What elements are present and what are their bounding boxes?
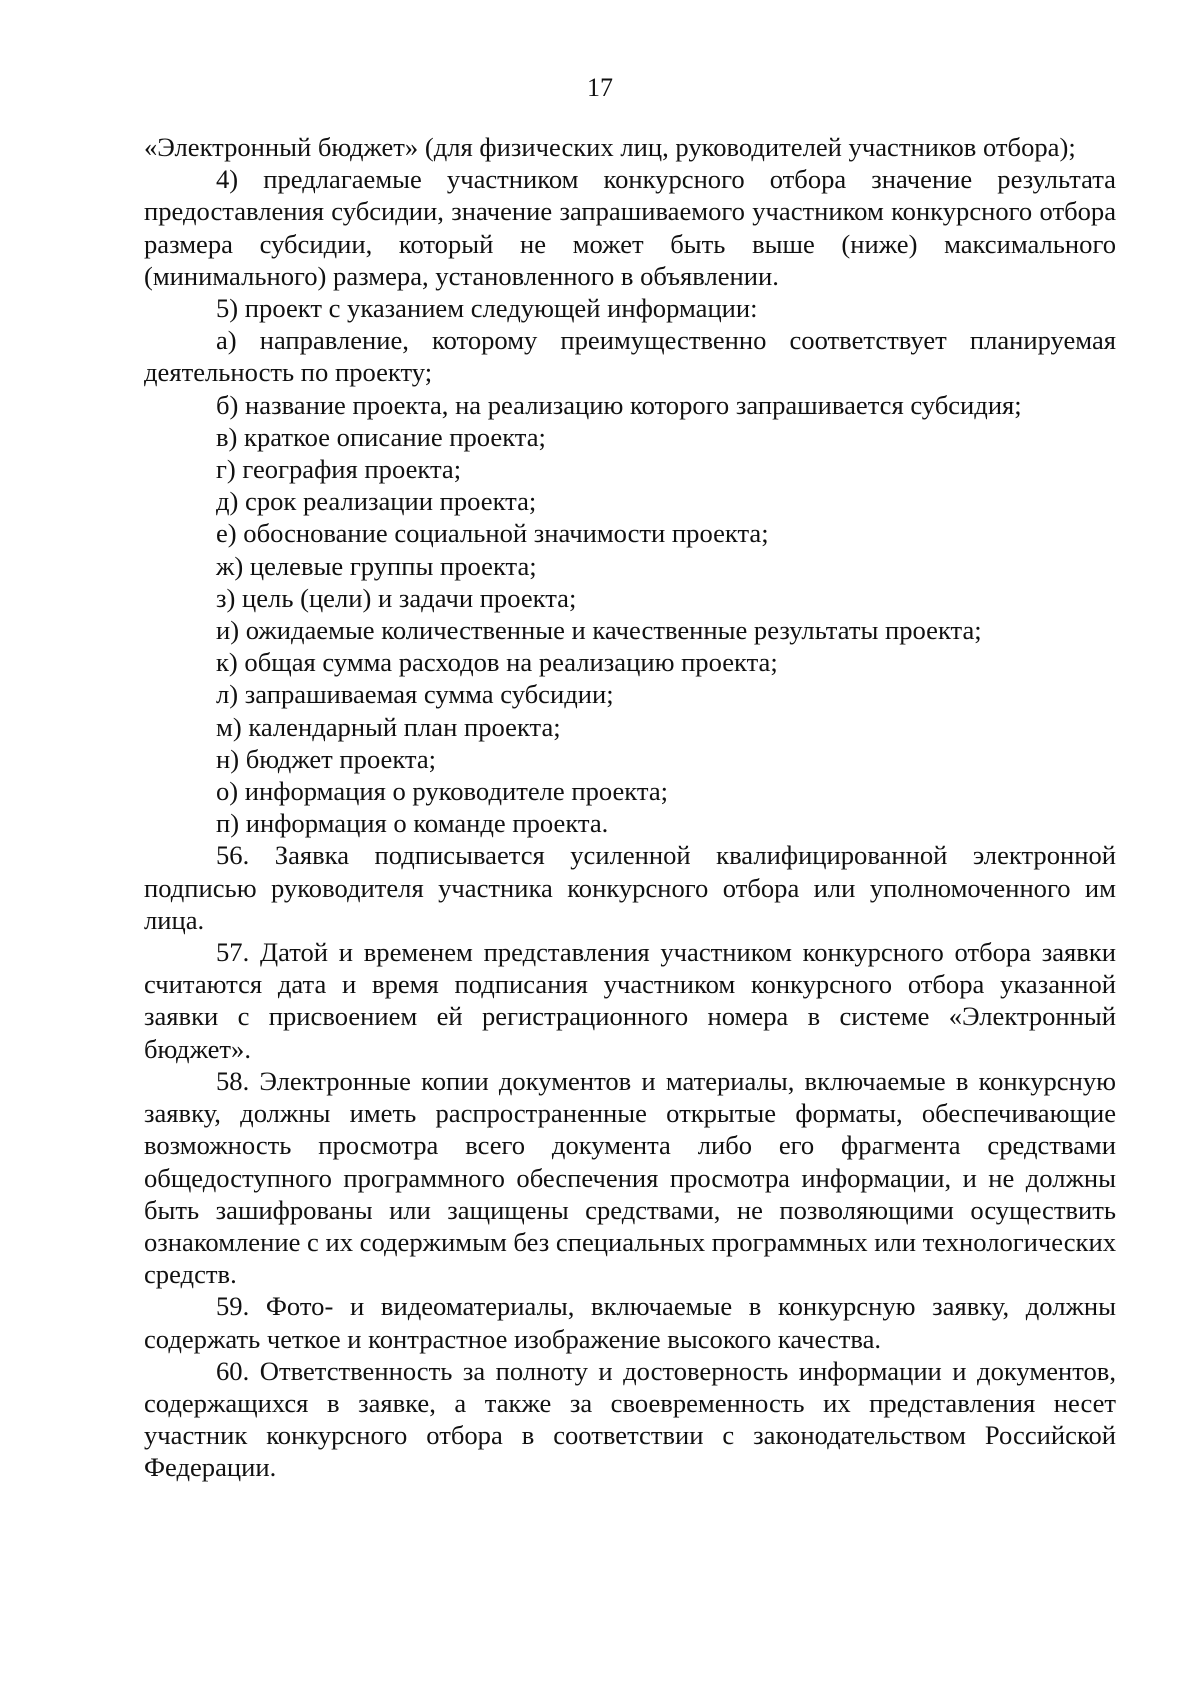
list-item-e: е) обоснование социальной значимости проекта; [216, 518, 769, 549]
list-item-d: д) срок реализации проекта; [216, 486, 537, 517]
paragraph-item-4: 4) предлагаемые участником конкурсного отбора значение результата предоставления субсидии, значение запрашиваемого участником конкурсного отбора размера субсидии, который не может быть выше (ниже) максимального (минимального) размера, установленного в объявлении. [144, 164, 1116, 291]
list-item-n: н) бюджет проекта; [216, 743, 437, 774]
list-item-o: о) информация о руководителе проекта; [216, 776, 669, 807]
list-item-m: м) календарный план проекта; [216, 711, 561, 742]
paragraph-60: 60. Ответственность за полноту и достоверность информации и документов, содержащихся в заявке, а также за своевременность их представления несет участник конкурсного отбора в соответствии с законодательством Российской Федерации. [144, 1355, 1116, 1483]
paragraph-budget-system: «Электронный бюджет» (для физических лиц, руководителей участников отбора); [144, 132, 1076, 162]
list-item-k: к) общая сумма расходов на реализацию проекта; [216, 647, 778, 678]
list-item-v: в) краткое описание проекта; [216, 421, 546, 452]
paragraph-58: 58. Электронные копии документов и материалы, включаемые в конкурсную заявку, должны иметь распространенные открытые форматы, обеспечивающие возможность просмотра всего документа либо его фрагмента средствами общедоступного программного обеспечения просмотра информации, и не должны быть зашифрованы или защищены средствами, не позволяющими осуществить ознакомление с их содержимым без специальных программных или технологических средств. [144, 1065, 1116, 1290]
list-item-g: г) география проекта; [216, 454, 462, 485]
list-item-l: л) запрашиваемая сумма субсидии; [216, 679, 614, 710]
list-item-p: п) информация о команде проекта. [216, 808, 609, 839]
list-item-a: а) направление, которому преимущественно соответствует планируемая деятельность по проекту; [144, 325, 1116, 388]
list-item-zh: ж) целевые группы проекта; [216, 550, 537, 581]
paragraph-57: 57. Датой и временем представления участником конкурсного отбора заявки считаются дата и время подписания участником конкурсного отбора указанной заявки с присвоением ей регистрационного номера в системе «Электронный бюджет». [144, 937, 1116, 1064]
document-body [144, 131, 1116, 1484]
paragraph-56: 56. Заявка подписывается усиленной квалифицированной электронной подписью руководителя участника конкурсного отбора или уполномоченного им лица. [144, 840, 1116, 935]
paragraph-item-5: 5) проект с указанием следующей информации: [216, 293, 758, 324]
list-item-i: и) ожидаемые количественные и качественные результаты проекта; [216, 615, 982, 646]
page-number: 17 [587, 73, 613, 102]
list-item-b: б) название проекта, на реализацию которого запрашивается субсидия; [216, 389, 1022, 420]
paragraph-59: 59. Фото- и видеоматериалы, включаемые в конкурсную заявку, должны содержать четкое и контрастное изображение высокого качества. [144, 1291, 1116, 1354]
list-item-z: з) цель (цели) и задачи проекта; [216, 582, 577, 613]
